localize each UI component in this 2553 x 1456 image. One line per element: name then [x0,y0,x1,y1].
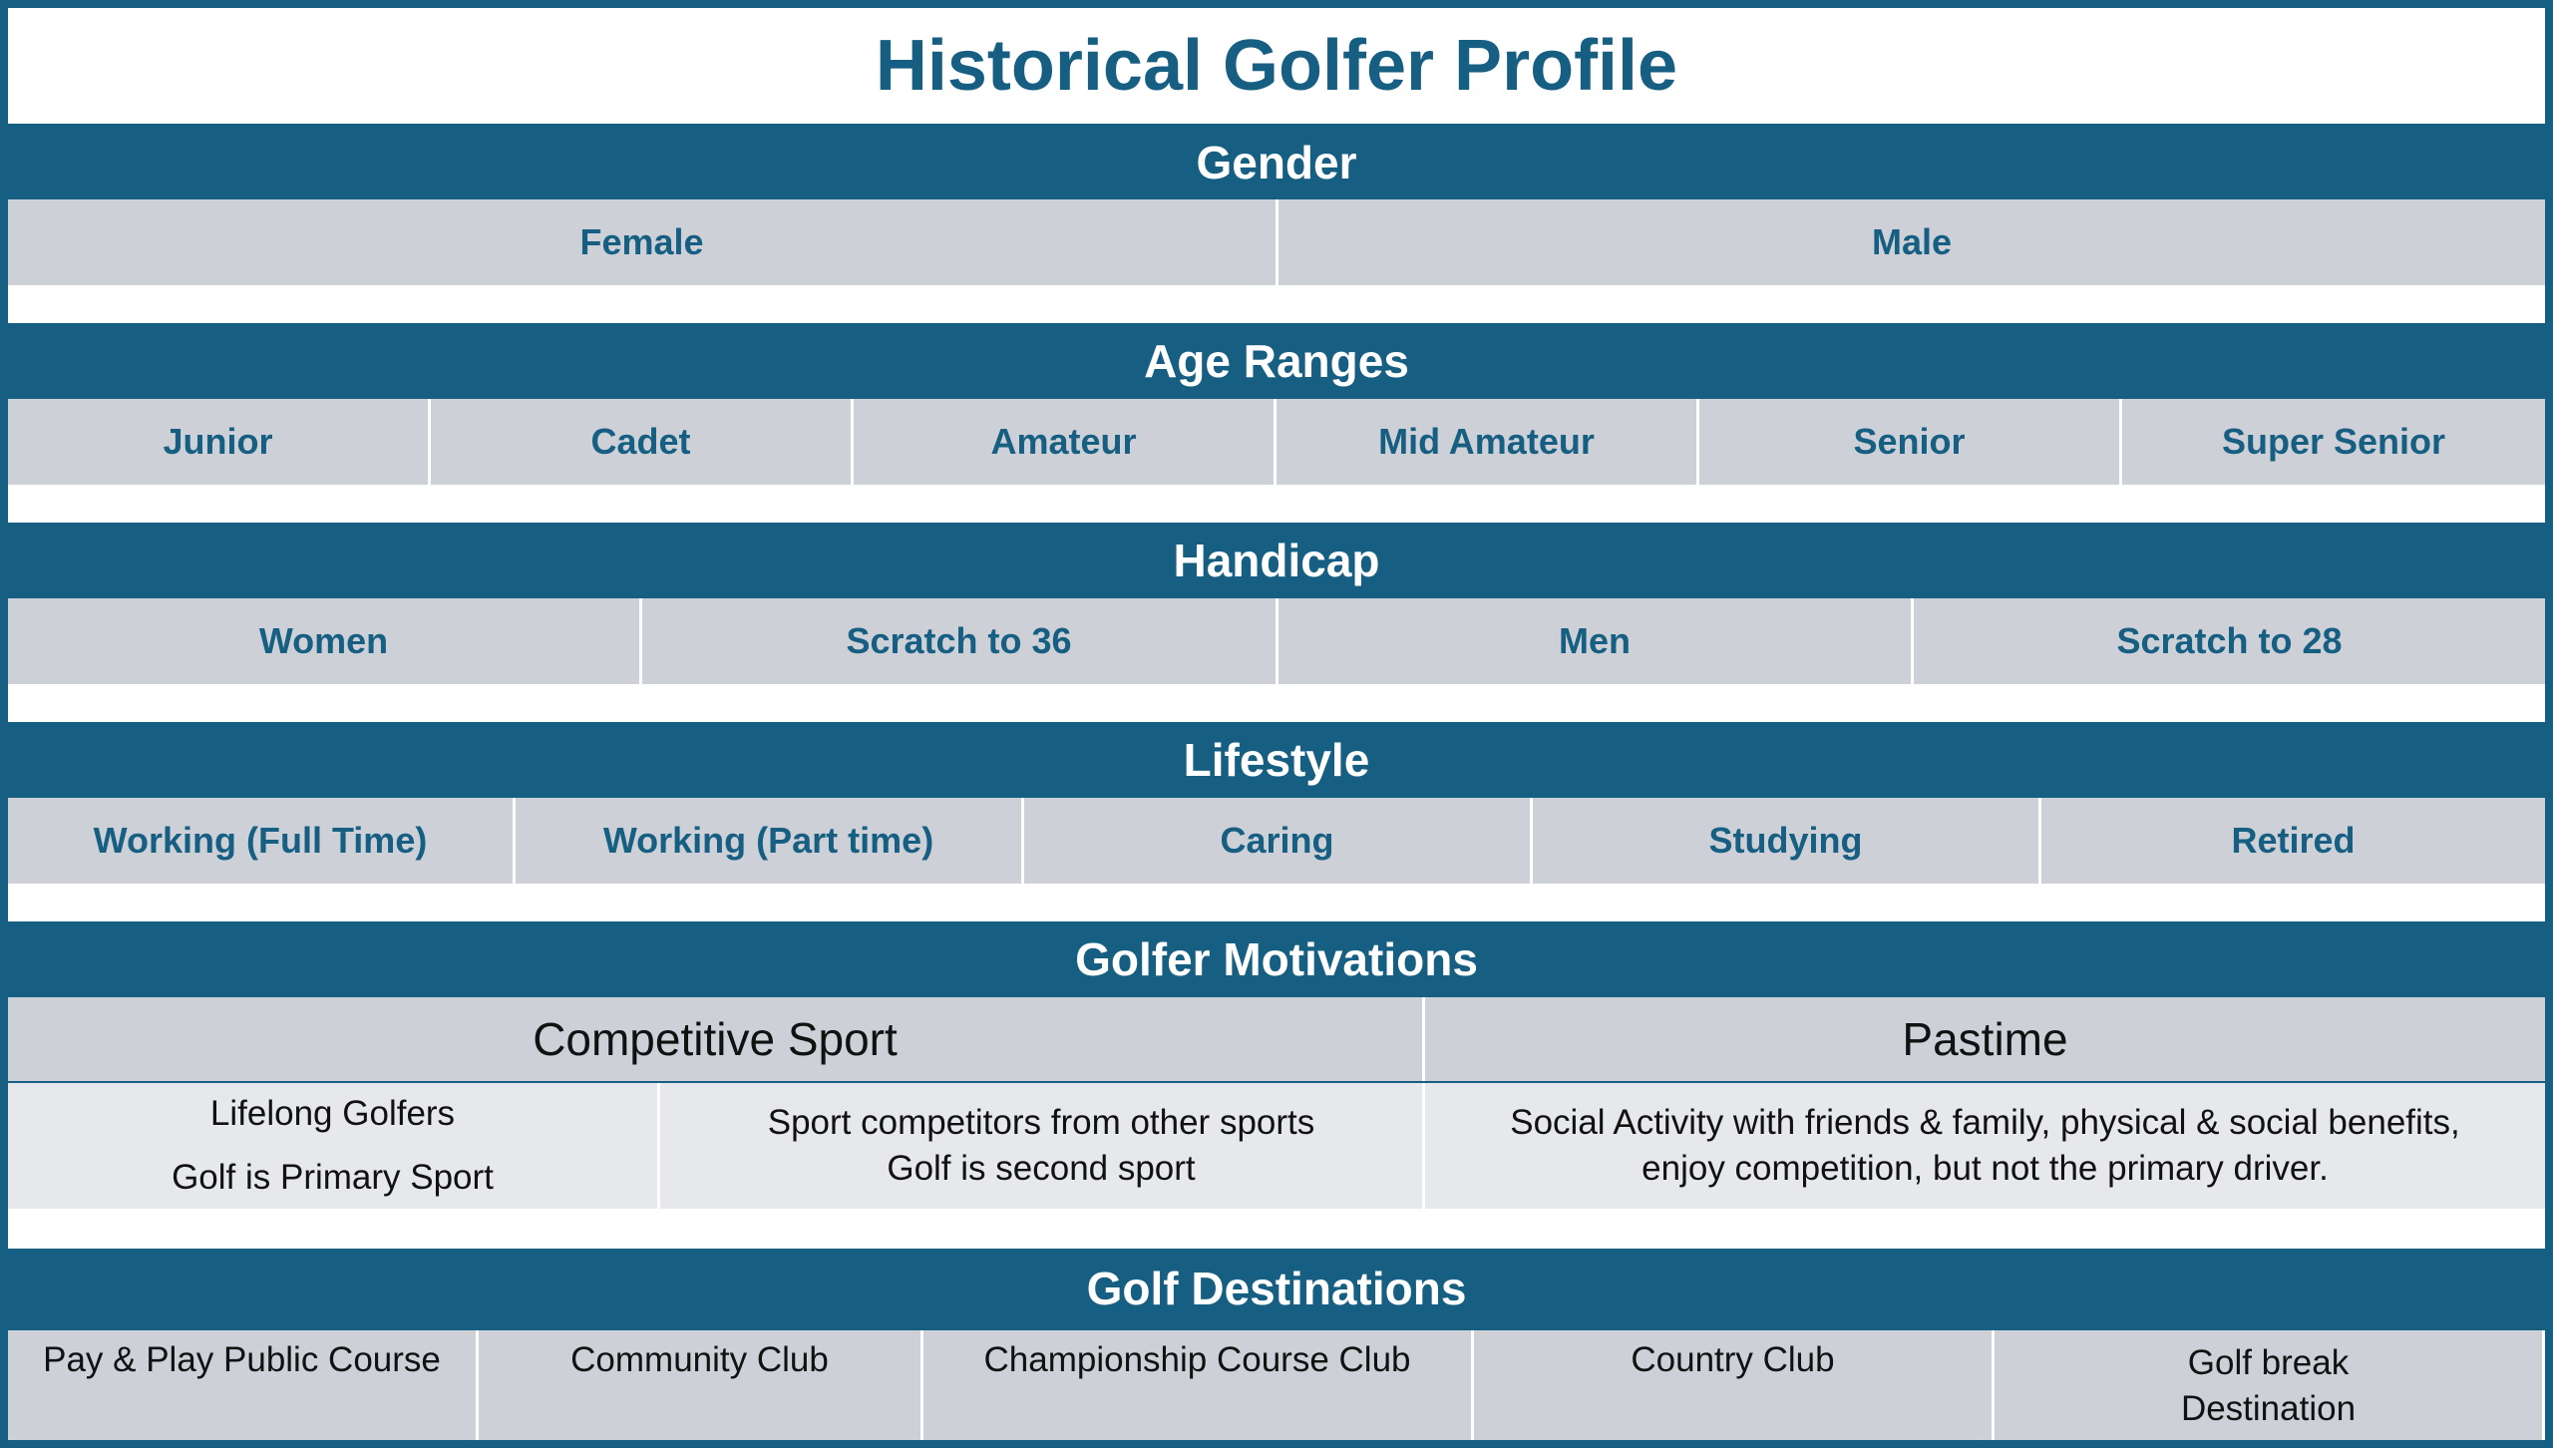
section-heading-destinations: Golf Destinations [1086,1263,1467,1314]
handicap-row [8,598,2545,684]
age-super-senior: Super Senior [2122,399,2545,485]
page-title: Historical Golfer Profile [8,8,2545,124]
motivation-pastime-detail [1425,1083,2545,1209]
other-sports-text: Sport competitors from other sports [767,1103,1315,1142]
pastime-text-line2: enjoy competition, but not the primary driver. [1641,1149,2329,1188]
lifestyle-row [8,798,2545,884]
gender-row [8,199,2545,285]
age-junior: Junior [8,399,428,485]
spacer [8,684,2545,722]
spacer [8,884,2545,921]
spacer [8,1209,2545,1249]
section-heading-motivations: Golfer Motivations [1075,933,1478,985]
lifestyle-studying: Studying [1533,798,2038,884]
golf-break-text-line2: Destination [2180,1389,2357,1428]
destination-country-club: Country Club [1474,1330,1992,1440]
destination-pay-and-play: Pay & Play Public Course [8,1330,476,1440]
age-ranges-row [8,399,2545,485]
lifelong-golfers-text: Lifelong Golfers [209,1094,456,1133]
motivations-details-row [8,1083,2545,1209]
destination-golf-break [1995,1330,2542,1440]
section-heading-handicap: Handicap [1173,535,1380,586]
motivations-groups-row [8,997,2545,1081]
section-heading-gender: Gender [1196,137,1357,188]
age-cadet: Cadet [431,399,851,485]
motivation-competitive-sport: Competitive Sport [8,997,1422,1081]
lifestyle-retired: Retired [2041,798,2545,884]
gender-female: Female [8,199,1276,285]
section-heading-lifestyle: Lifestyle [1183,734,1370,786]
age-senior: Senior [1699,399,2119,485]
second-sport-text: Golf is second sport [887,1149,1196,1188]
destination-championship-course-club: Championship Course Club [923,1330,1471,1440]
handicap-men-range: Scratch to 28 [1914,598,2545,684]
spacer [8,485,2545,523]
lifestyle-caring: Caring [1024,798,1530,884]
age-amateur: Amateur [854,399,1274,485]
pastime-text-line1: Social Activity with friends & family, physical & social benefits, [1510,1103,2460,1142]
primary-sport-text: Golf is Primary Sport [172,1158,494,1197]
section-heading-age-ranges: Age Ranges [1144,335,1409,387]
destination-community-club: Community Club [479,1330,920,1440]
lifestyle-working-full-time: Working (Full Time) [8,798,513,884]
motivation-other-sports [660,1083,1422,1209]
destinations-row [8,1330,2545,1440]
spacer [8,285,2545,323]
handicap-women: Women [8,598,639,684]
handicap-women-range: Scratch to 36 [642,598,1276,684]
motivation-pastime: Pastime [1425,997,2545,1081]
lifestyle-working-part-time: Working (Part time) [516,798,1021,884]
age-mid-amateur: Mid Amateur [1276,399,1696,485]
motivation-lifelong-golfers [8,1083,657,1209]
handicap-men: Men [1278,598,1911,684]
gender-male: Male [1278,199,2545,285]
golf-break-text-line1: Golf break [2187,1343,2350,1382]
